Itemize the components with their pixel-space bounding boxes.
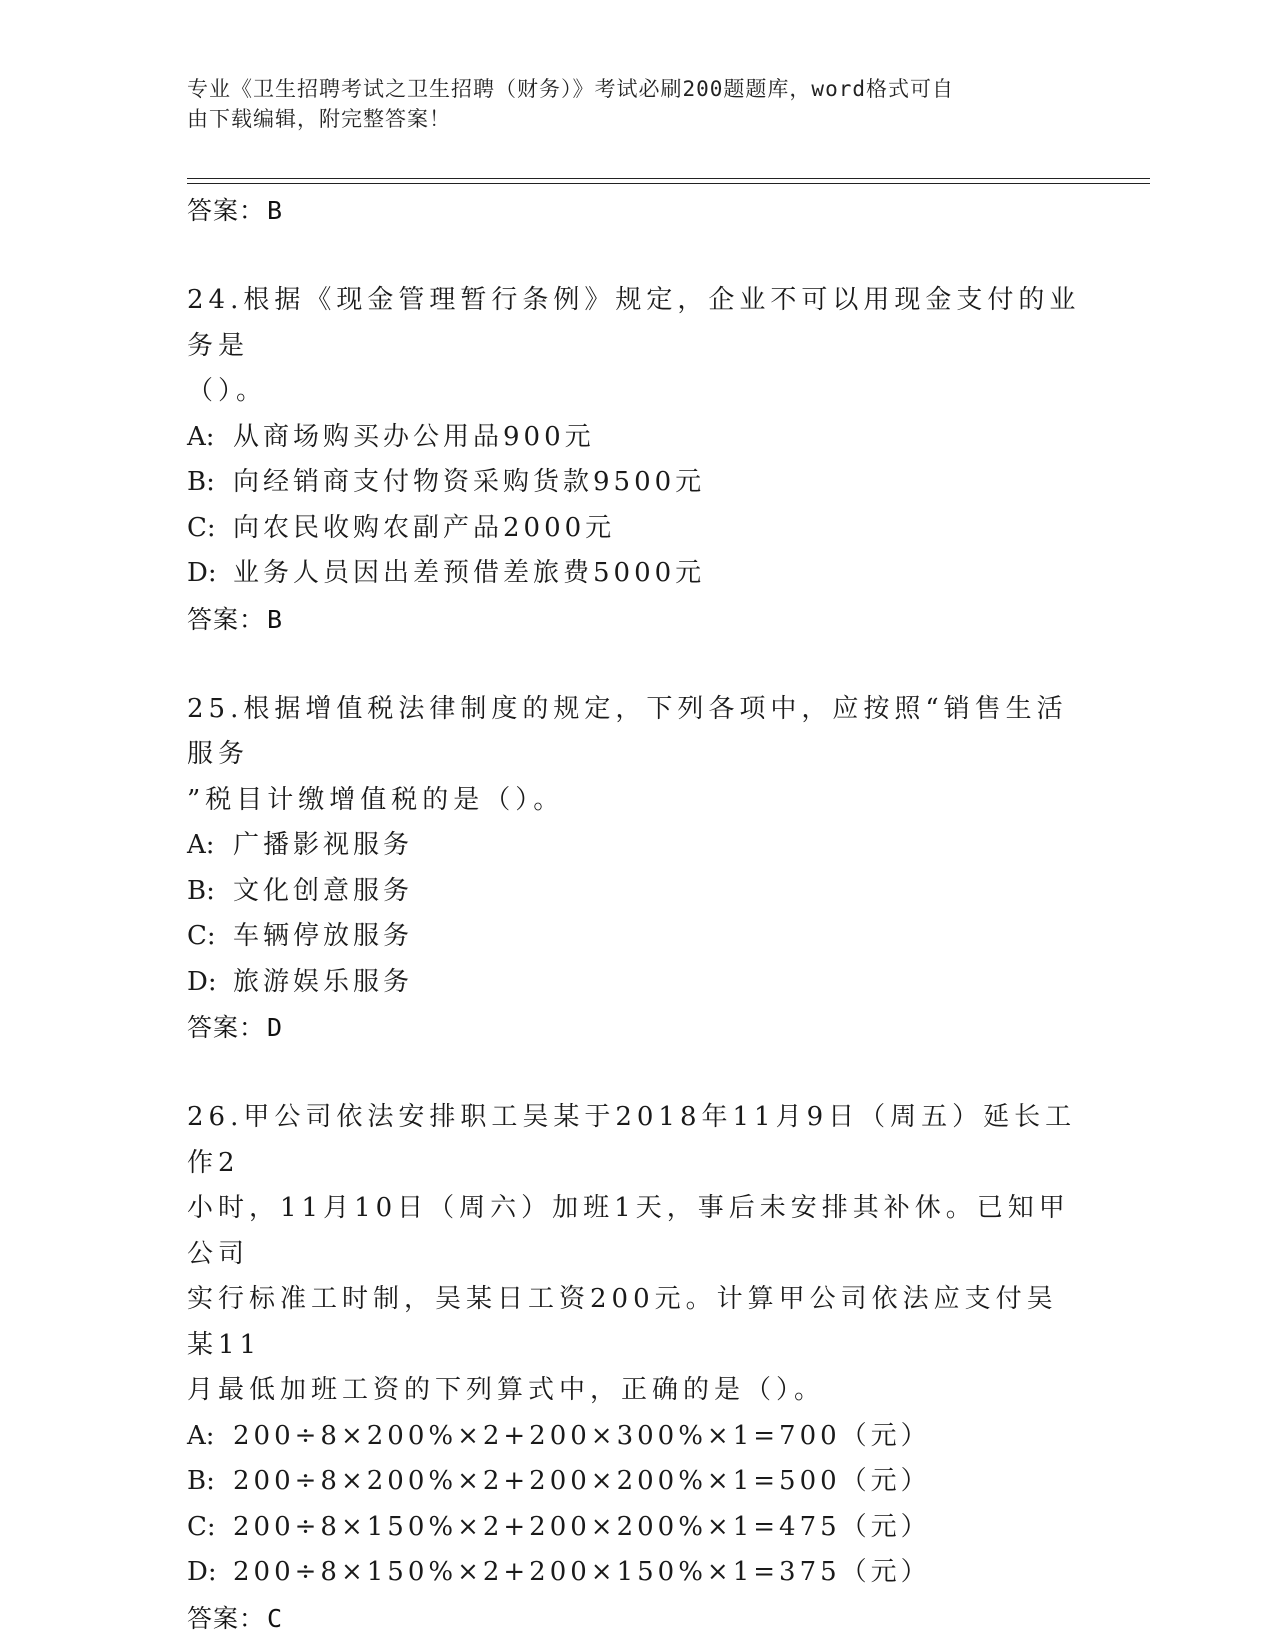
option-text: 200÷8×200%×2+200×300%×1=700（元） (233, 1420, 931, 1451)
option-a (187, 1414, 1087, 1460)
answer-line (187, 188, 1087, 233)
option-text: 旅游娱乐服务 (233, 966, 414, 997)
option-c (187, 914, 1087, 960)
stem-line: 24.根据《现金管理暂行条例》规定，企业不可以用现金支付的业务是 (187, 285, 1081, 361)
option-key: A: (187, 830, 215, 860)
option-key: D: (187, 558, 217, 588)
answer-value: B (267, 196, 284, 225)
header-rule-top (187, 178, 1150, 179)
option-key: C: (187, 1511, 216, 1542)
header-rule-bottom (187, 183, 1150, 184)
option-key: A: (187, 1420, 215, 1451)
answer-line (187, 1005, 1087, 1050)
option-d (187, 1550, 1087, 1596)
question-24 (187, 278, 1087, 642)
option-a (187, 823, 1087, 869)
answer-label: 答案： (187, 196, 266, 225)
option-text: 向经销商支付物资采购货款9500元 (233, 467, 706, 497)
option-text: 广播影视服务 (233, 830, 414, 860)
option-d (187, 960, 1087, 1006)
answer-value: C (267, 1603, 284, 1633)
header-line: 专业《卫生招聘考试之卫生招聘（财务）》考试必刷200题题库，word格式可自 (187, 77, 954, 101)
option-text: 文化创意服务 (233, 875, 414, 906)
answer-line (187, 597, 1087, 642)
option-key: B: (187, 1466, 215, 1496)
option-b (187, 869, 1087, 915)
option-text: 200÷8×150%×2+200×150%×1=375（元） (233, 1557, 931, 1587)
stem-line: 小时，11月10日（周六）加班1天，事后未安排其补休。已知甲公司 (187, 1193, 1070, 1269)
option-key: B: (187, 875, 215, 906)
question-25 (187, 687, 1087, 1051)
answer-line (187, 1596, 1087, 1641)
option-key: A: (187, 421, 215, 452)
option-d (187, 551, 1087, 597)
stem-line: 26.甲公司依法安排职工吴某于2018年11月9日（周五）延长工作2 (187, 1102, 1077, 1178)
stem-line: ”税目计缴增值税的是（）。 (187, 784, 565, 815)
header-line: 由下载编辑，附完整答案！ (187, 107, 451, 131)
option-b (187, 1459, 1087, 1505)
option-c (187, 506, 1087, 552)
question-stem (187, 687, 1087, 824)
answer-value: B (267, 604, 284, 634)
stem-line: 月最低加班工资的下列算式中，正确的是（）。 (187, 1375, 826, 1405)
question-26 (187, 1095, 1087, 1641)
question-stem (187, 1095, 1087, 1414)
option-text: 200÷8×200%×2+200×200%×1=500（元） (233, 1466, 931, 1496)
document-body (187, 188, 1087, 1641)
option-a (187, 415, 1087, 461)
stem-line: 实行标准工时制，吴某日工资200元。计算甲公司依法应支付吴某11 (187, 1284, 1058, 1360)
option-key: D: (187, 1557, 217, 1587)
option-key: B: (187, 467, 215, 497)
option-key: D: (187, 966, 217, 997)
answer-label: 答案： (187, 1603, 266, 1633)
option-text: 200÷8×150%×2+200×200%×1=475（元） (233, 1511, 931, 1542)
option-text: 向农民收购农副产品2000元 (233, 512, 616, 543)
answer-label: 答案： (187, 1013, 266, 1042)
option-b (187, 460, 1087, 506)
answer-label: 答案： (187, 604, 266, 634)
option-key: C: (187, 512, 216, 543)
stem-line: 25.根据增值税法律制度的规定，下列各项中，应按照“销售生活服务 (187, 693, 1068, 769)
document-header (187, 74, 1067, 134)
stem-line: （）。 (187, 376, 268, 406)
question-stem (187, 278, 1087, 415)
option-key: C: (187, 921, 216, 951)
option-text: 车辆停放服务 (233, 921, 414, 951)
option-text: 从商场购买办公用品900元 (233, 421, 595, 452)
option-c (187, 1505, 1087, 1551)
answer-value: D (267, 1013, 284, 1042)
option-text: 业务人员因出差预借差旅费5000元 (233, 558, 706, 588)
